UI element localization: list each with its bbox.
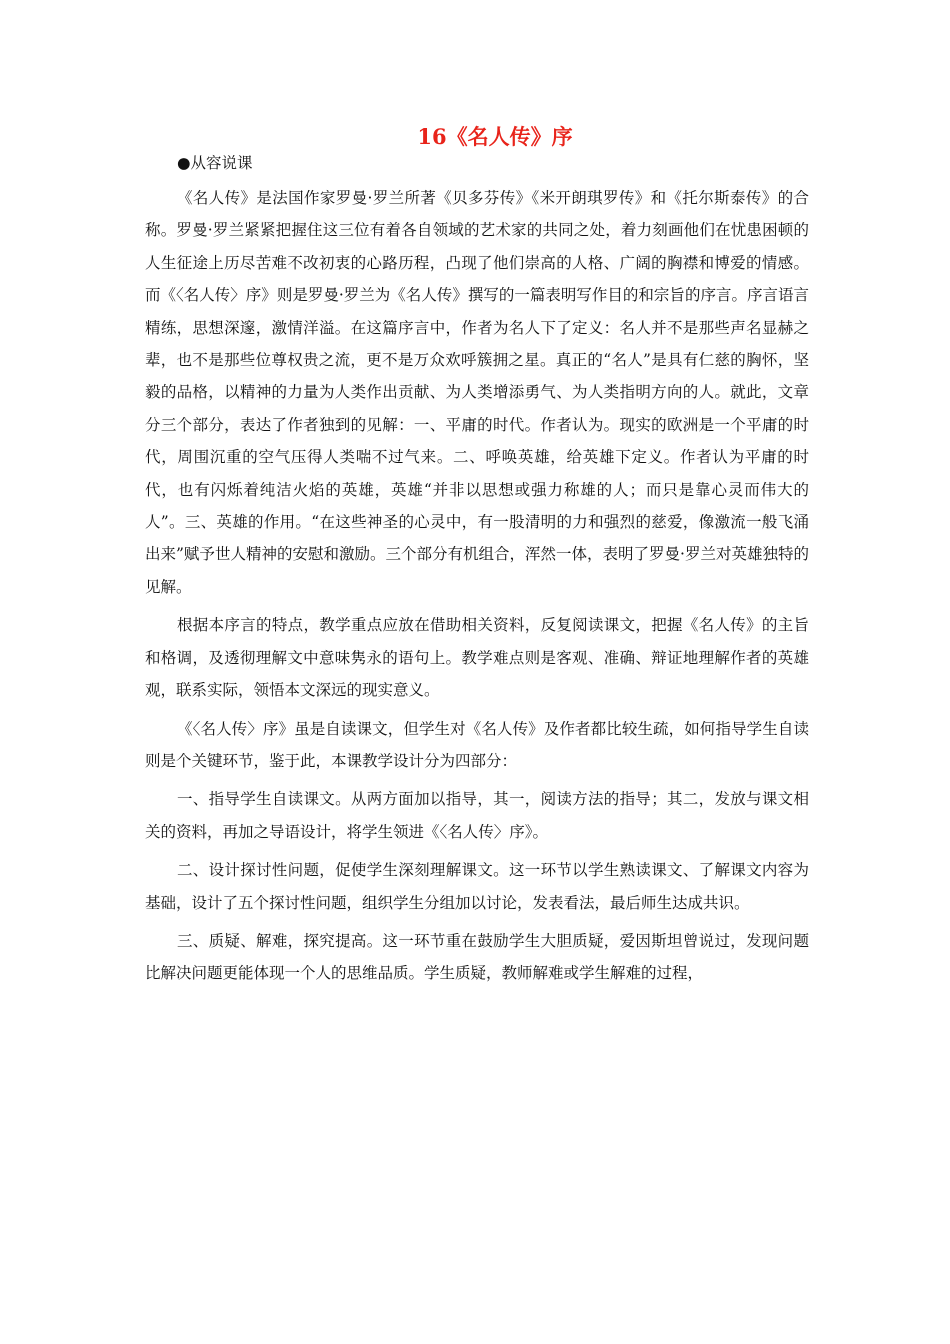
paragraph-teaching-focus: 根据本序言的特点，教学重点应放在借助相关资料，反复阅读课文，把握《名人传》的主旨和格调，及透彻理解文中意味隽永的语句上。教学难点则是客观、准确、辩证地理解作者的英雄观，联系实际，领悟本文深远的现实意义。 [145,616,809,700]
paragraph-self-reading: 《〈名人传〉序》虽是自读课文，但学生对《名人传》及作者都比较生疏，如何指导学生自读则是个关键环节，鉴于此，本课教学设计分为四部分： [145,719,809,770]
paragraph-part-three: 三、质疑、解难，探究提高。这一环节重在鼓励学生大胆质疑，爱因斯坦曾说过，发现问题比解决问题更能体现一个人的思维品质。学生质疑，教师解难或学生解难的过程， [145,931,809,983]
paragraph-intro: 《名人传》是法国作家罗曼·罗兰所著《贝多芬传》《米开朗琪罗传》和《托尔斯泰传》的合称。罗曼·罗兰紧紧把握住这三位有着各自领域的艺术家的共同之处，着力刻画他们在忧患困顿的人生征途上历尽苦难不改初衷的心路历程，凸现了他们崇高的人格、广阔的胸襟和博爱的情感。而《〈名人传〉序》则是罗曼·罗兰为《名人传》撰写的一篇表明写作目的和宗旨的序言。序言语言精练，思想深邃，激情洋溢。在这篇序言中，作者为名人下了定义：名人并不是那些声名显赫之辈，也不是那些位尊权贵之流，更不是万众欢呼簇拥之星。真正的“名人”是具有仁慈的胸怀，坚毅的品格，以精神的力量为人类作出贡献、为人类增添勇气、为人类指明方向的人。就此，文章分三个部分，表达了作者独到的见解：一、平庸的时代。作者认为。现实的欧洲是一个平庸的时代，周围沉重的空气压得人类喘不过气来。二、呼唤英雄，给英雄下定义。作者认为平庸的时代，也有闪烁着纯洁火焰的英雄，英雄“并非以思想或强力称雄的人；而只是靠心灵而伟大的人”。三、英雄的作用。“在这些神圣的心灵中，有一股清明的力和强烈的慈爱，像激流一般飞涌出来”赋予世人精神的安慰和激励。三个部分有机组合，浑然一体，表明了罗曼·罗兰对英雄独特的见解。 [145,189,809,596]
document-title: 16《名人传》序 [417,124,573,149]
paragraph-part-one: 一、指导学生自读课文。从两方面加以指导，其一，阅读方法的指导；其二，发放与课文相关的资料，再加之导语设计，将学生领进《〈名人传〉序》。 [145,790,809,841]
document-body [145,182,809,996]
section-heading: ●从容说课 [177,154,253,172]
paragraph-part-two: 二、设计探讨性问题，促使学生深刻理解课文。这一环节以学生熟读课文、了解课文内容为基础，设计了五个探讨性问题，组织学生分组加以讨论，发表看法，最后师生达成共识。 [145,861,809,912]
